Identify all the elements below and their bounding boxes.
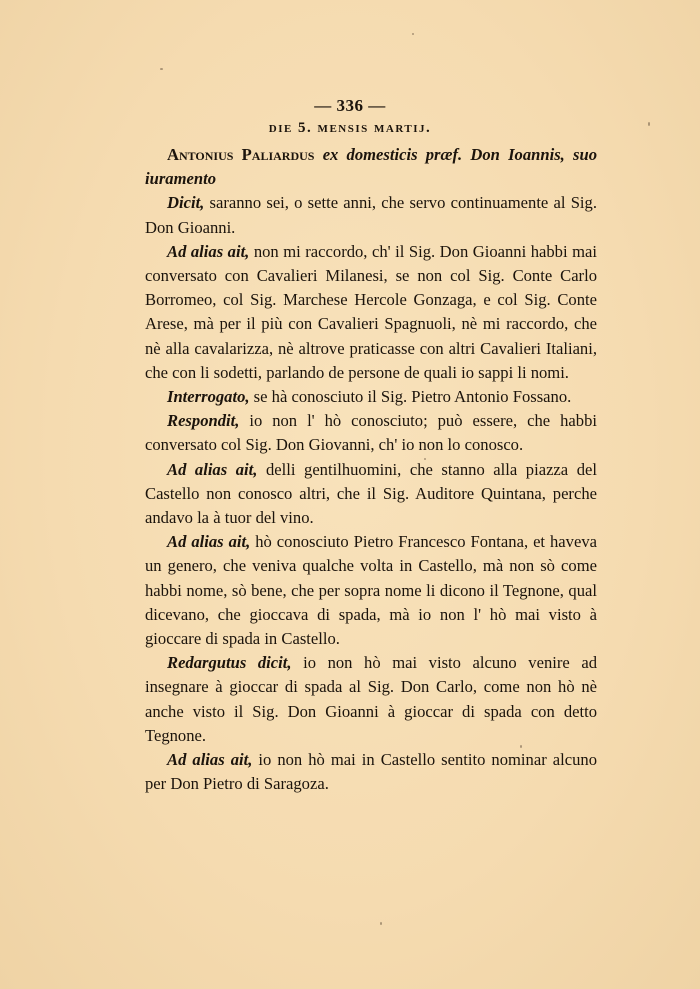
testimony-paragraph (145, 651, 597, 748)
paragraph-lead: Interrogato, (167, 387, 250, 407)
witness-name: Antonius Paliardus (167, 145, 315, 164)
paper-speck (412, 33, 414, 35)
paragraph-lead: Ad alias ait, (167, 750, 253, 770)
paper-speck (648, 122, 650, 126)
paragraph-text: se hà conosciuto il Sig. Pietro Antonio Fossano. (249, 387, 572, 407)
paper-speck (520, 745, 522, 748)
intro-paragraph (145, 143, 597, 191)
paragraph-text: saranno sei, o sette anni, che servo continuamente al Sig. Don Gioanni. (145, 193, 597, 237)
testimony-paragraph (145, 385, 597, 409)
paragraph-lead: Ad alias ait, (167, 459, 258, 479)
paper-speck (380, 922, 382, 925)
paragraph-text: io non hò mai visto alcuno venire ad insegnare à gioccar di spada al Sig. Don Carlo, come non hò nè anche visto il Sig. Don Gioanni à gioccar di spada con detto Tegnone. (145, 653, 597, 745)
testimony-paragraph (145, 191, 597, 239)
testimony-paragraph (145, 458, 597, 531)
witness-description: ex domesticis præf. Don Ioannis, suo iuramento (145, 145, 597, 189)
testimony-paragraph (145, 409, 597, 457)
paragraph-lead: Respondit, (167, 411, 240, 431)
testimony-paragraph (145, 748, 597, 796)
paper-speck (424, 458, 426, 460)
testimony-paragraph (145, 240, 597, 385)
paragraph-lead: Ad alias ait, (167, 532, 251, 552)
paragraph-text: io non l' hò conosciuto; può essere, che habbi conversato col Sig. Don Giovanni, ch' io non lo conosco. (145, 411, 597, 455)
paper-speck (160, 68, 163, 70)
paragraph-text: delli gentilhuomini, che stanno alla piazza del Castello non conosco altri, che il Sig. Auditore Quintana, perche andavo la à tuor del vino. (145, 459, 597, 528)
paragraph-lead: Redargutus dicit, (167, 653, 292, 673)
testimony-paragraph (145, 530, 597, 651)
paragraph-lead: Ad alias ait, (167, 241, 250, 261)
paragraph-lead: Dicit, (167, 193, 205, 213)
paragraph-text: hò conosciuto Pietro Francesco Fontana, et haveva un genero, che veniva qualche volta in Castello, mà non sò come habbi nome, sò bene, che per sopra nome li dicono il Tegnone, qual dicevano, che gioccava di spada, mà io non l' hò mai visto à gioccare di spada in Castello. (145, 532, 597, 649)
paragraph-text: non mi raccordo, ch' il Sig. Don Gioanni habbi mai conversato con Cavalieri Milanesi, se non col Sig. Conte Carlo Borromeo, col Sig. Marchese Hercole Gonzaga, e col Sig. Conte Arese, mà per il più con Cavalieri Spagnuoli, nè mi raccordo, che nè alla cavalarizza, nè altrove praticasse con altri Cavalieri Italiani, che con li sodetti, parlando de persone de quali io sappi li nomi. (145, 241, 597, 382)
page-number: — 336 — (314, 96, 386, 115)
document-body (145, 143, 597, 796)
date-heading: die 5. mensis martij. (268, 120, 432, 136)
paragraph-text: io non hò mai in Castello sentito nominar alcuno per Don Pietro di Saragoza. (145, 750, 597, 794)
